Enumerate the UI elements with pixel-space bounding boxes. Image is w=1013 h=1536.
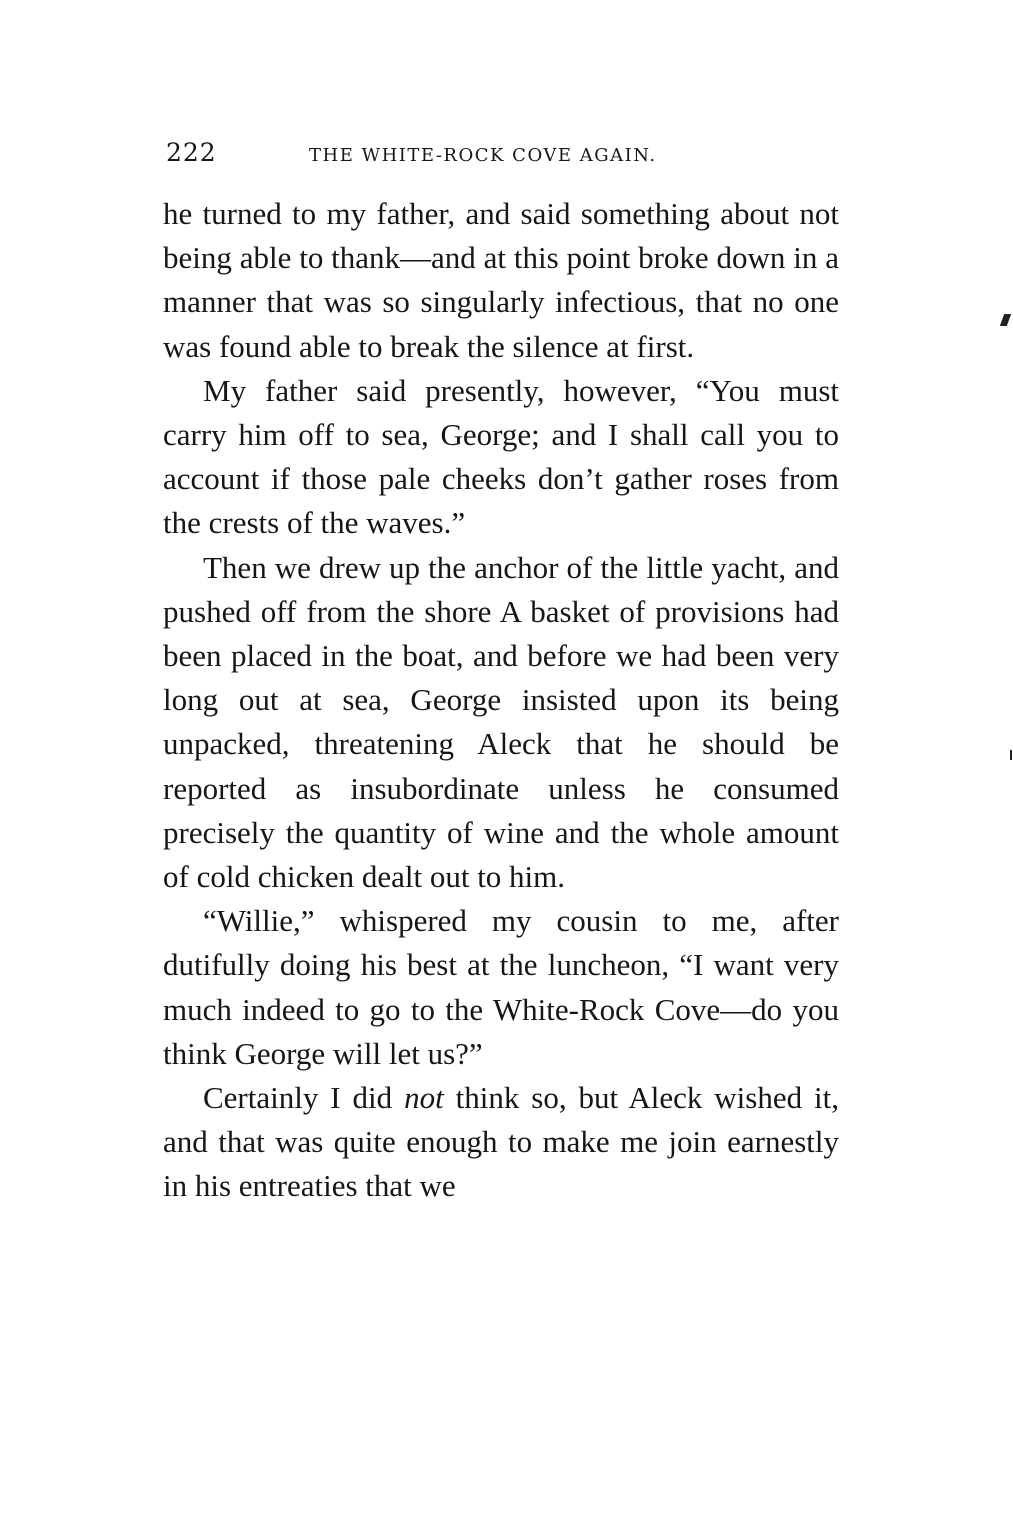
running-title: THE WHITE-ROCK COVE AGAIN. (309, 145, 657, 166)
scan-margin-tick (1010, 750, 1012, 760)
paragraph-3: Then we drew up the anchor of the little yacht, and pushed off from the shore A basket of provisions had been placed in the boat, and before we had been very long out at sea, George insisted upon its being unpacked, threatening Aleck that he should be reported as insubordinate unless he consumed precisely the quantity of wine and the whole amount of cold chicken dealt out to him. (163, 549, 839, 895)
scan-margin-mark (1000, 314, 1011, 326)
paragraph-4: “Willie,” whispered my cousin to me, after dutifully doing his best at the luncheon, “I want very much indeed to go to the White-Rock Cove—do you think George will let us?” (163, 903, 839, 1071)
paragraph-1: he turned to my father, and said something about not being able to thank—and at this point broke down in a manner that was so singularly infectious, that no one was found able to break the silence at first. (163, 196, 839, 364)
paragraph-2: My father said presently, however, “You must carry him off to sea, George; and I shall call you to account if those pale cheeks don’t gather roses from the crests of the waves.” (163, 372, 839, 541)
paragraph-5-end: think so, but Aleck wished it, and that was quite enough to make me join earnestly in his entreaties that we (163, 1080, 840, 1204)
page-number: 222 (166, 138, 217, 167)
body-text (163, 192, 839, 1209)
page-header (163, 138, 843, 174)
emphasis-not: not (404, 1080, 444, 1116)
paragraph-5 (163, 1076, 839, 1209)
paragraph-5-start: Certainly I did (203, 1080, 405, 1116)
